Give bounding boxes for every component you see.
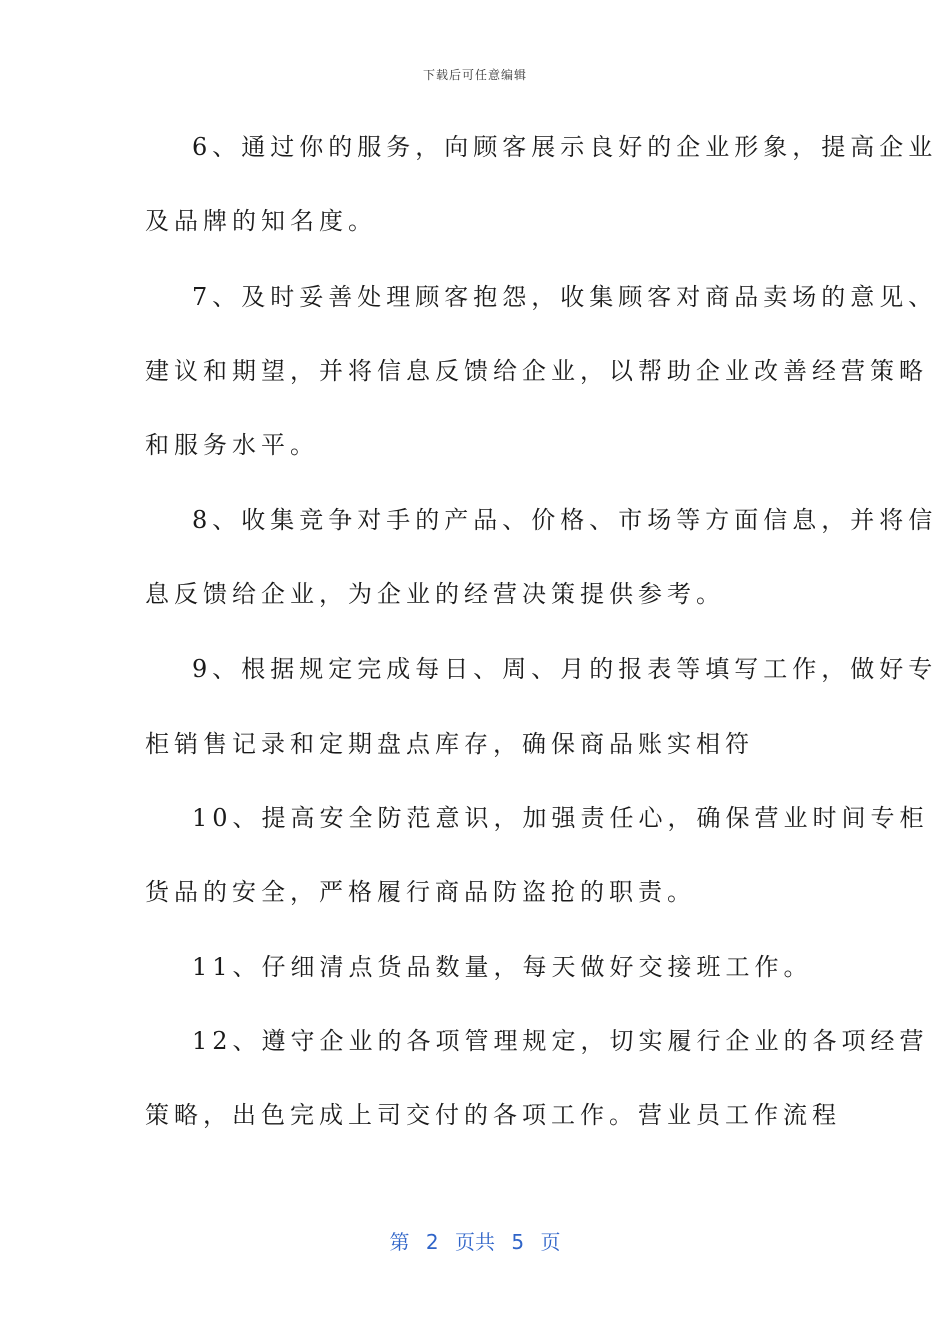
page-label-suffix: 页 bbox=[540, 1230, 561, 1254]
paragraph-8-line-1: 8、收集竞争对手的产品、价格、市场等方面信息，并将信 bbox=[192, 506, 938, 534]
paragraph-10-line-2: 货品的安全，严格履行商品防盗抢的职责。 bbox=[145, 878, 696, 906]
page-label-prefix: 第 bbox=[389, 1230, 410, 1254]
paragraph-9-line-2: 柜销售记录和定期盘点库存，确保商品账实相符 bbox=[145, 730, 754, 758]
paragraph-12-line-2: 策略，出色完成上司交付的各项工作。营业员工作流程 bbox=[145, 1101, 841, 1129]
paragraph-8-line-2: 息反馈给企业，为企业的经营决策提供参考。 bbox=[145, 580, 725, 608]
current-page-number: 2 bbox=[425, 1230, 439, 1254]
paragraph-7-line-1: 7、及时妥善处理顾客抱怨，收集顾客对商品卖场的意见、 bbox=[192, 283, 938, 311]
paragraph-7-line-2: 建议和期望，并将信息反馈给企业，以帮助企业改善经营策略 bbox=[145, 357, 928, 385]
paragraph-12-line-1: 12、遵守企业的各项管理规定，切实履行企业的各项经营 bbox=[192, 1027, 929, 1055]
page-footer bbox=[0, 1226, 950, 1255]
paragraph-6-line-2: 及品牌的知名度。 bbox=[145, 207, 377, 235]
paragraph-10-line-1: 10、提高安全防范意识，加强责任心，确保营业时间专柜 bbox=[192, 804, 929, 832]
paragraph-6-line-1: 6、通过你的服务，向顾客展示良好的企业形象，提高企业 bbox=[192, 133, 938, 161]
paragraph-9-line-1: 9、根据规定完成每日、周、月的报表等填写工作，做好专 bbox=[192, 655, 938, 683]
page-header: 下载后可任意编辑 bbox=[422, 68, 527, 82]
total-pages-number: 5 bbox=[511, 1230, 525, 1254]
paragraph-7-line-3: 和服务水平。 bbox=[145, 431, 319, 459]
page-label-mid: 页共 bbox=[455, 1230, 495, 1254]
paragraph-11-line-1: 11、仔细清点货品数量，每天做好交接班工作。 bbox=[192, 953, 813, 981]
